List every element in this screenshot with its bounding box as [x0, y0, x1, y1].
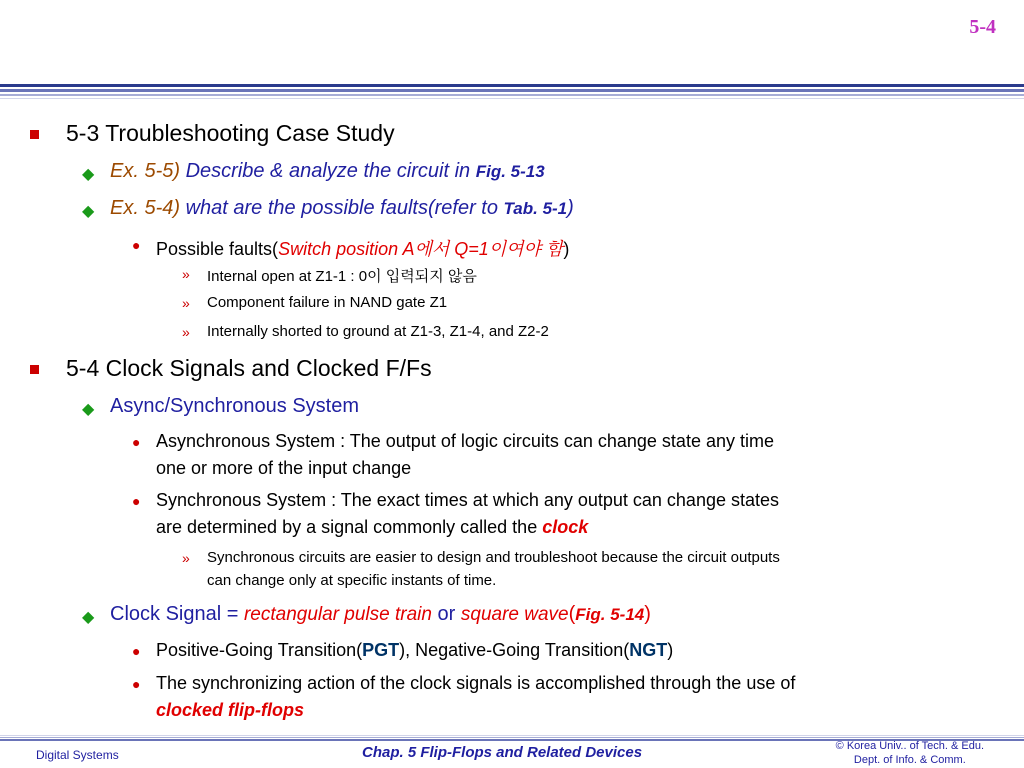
arrow-bullet-icon: »	[182, 550, 190, 566]
dot-bullet-icon: ●	[132, 676, 141, 692]
ex54-item: Ex. 5-4) what are the possible faults(refer to Tab. 5-1)	[110, 197, 574, 219]
arrow-bullet-icon: »	[182, 266, 190, 282]
ex55-item: Ex. 5-5) Describe & analyze the circuit in Fig. 5-13	[110, 160, 545, 182]
square-bullet-icon	[30, 365, 39, 374]
heading-troubleshooting: 5-3 Troubleshooting Case Study	[66, 120, 395, 146]
slide-number: 5-4	[969, 16, 996, 38]
sync-action-line2: clocked flip-flops	[156, 700, 305, 720]
footer-course: Digital Systems	[36, 748, 119, 762]
diamond-bullet-icon: ◆	[82, 166, 95, 183]
async-system-line2: one or more of the input change	[156, 458, 412, 478]
async-sync-system: Async/Synchronous System	[110, 395, 359, 417]
sync-action-line1: The synchronizing action of the clock signals is accomplished through the use of	[156, 673, 796, 693]
dot-bullet-icon: ●	[132, 643, 141, 659]
pgt-ngt-item: Positive-Going Transition(PGT), Negative-Going Transition(NGT)	[156, 640, 674, 660]
possible-faults: Possible faults(Switch position A에서 Q=1이여야 함)	[156, 239, 570, 259]
fault-1: Internal open at Z1-1 : 0이 입력되지 않음	[207, 268, 477, 285]
footer-chapter: Chap. 5 Flip-Flops and Related Devices	[362, 744, 643, 761]
fault-3: Internally shorted to ground at Z1-3, Z1-4, and Z2-2	[207, 323, 549, 340]
sync-system-line1: Synchronous System : The exact times at which any output can change states	[156, 490, 780, 510]
footer-copyright: © Korea Univ.. of Tech. & Edu. Dept. of Info. & Comm.	[835, 740, 984, 766]
header-rule	[0, 84, 1024, 102]
sync-circuits-line1: Synchronous circuits are easier to design and troubleshoot because the circuit outputs	[207, 549, 780, 566]
diamond-bullet-icon: ◆	[82, 401, 95, 418]
arrow-bullet-icon: »	[182, 324, 190, 340]
square-bullet-icon	[30, 130, 39, 139]
dot-bullet-icon: ●	[132, 237, 141, 253]
diamond-bullet-icon: ◆	[82, 203, 95, 220]
heading-clock-signals: 5-4 Clock Signals and Clocked F/Fs	[66, 355, 432, 381]
sync-system-line2: are determined by a signal commonly called the clock	[156, 517, 589, 537]
arrow-bullet-icon: »	[182, 295, 190, 311]
sync-circuits-line2: can change only at specific instants of time.	[207, 572, 497, 589]
async-system-line1: Asynchronous System : The output of logic circuits can change state any time	[156, 431, 774, 451]
dot-bullet-icon: ●	[132, 493, 141, 509]
dot-bullet-icon: ●	[132, 434, 141, 450]
fault-2: Component failure in NAND gate Z1	[207, 294, 448, 311]
clock-signal-item: Clock Signal = rectangular pulse train or square wave(Fig. 5-14)	[110, 603, 651, 625]
diamond-bullet-icon: ◆	[82, 609, 95, 626]
